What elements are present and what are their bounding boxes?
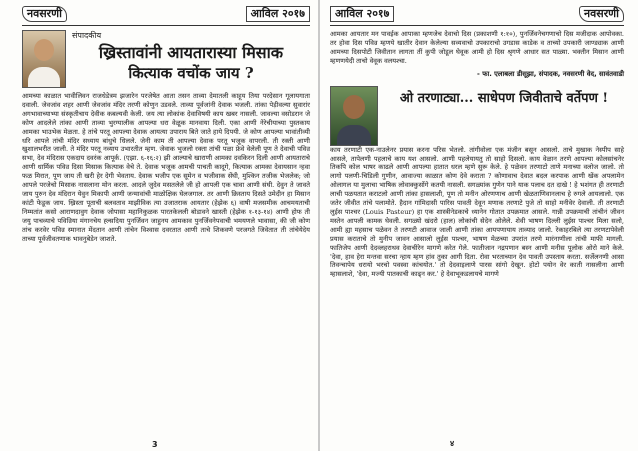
- page-number: ४: [450, 439, 455, 448]
- author-photo: [330, 86, 378, 146]
- editorial-label: संपादकीय: [72, 31, 102, 40]
- header-rule: [330, 25, 624, 26]
- article-header: [330, 86, 624, 146]
- page-number: 3: [152, 440, 158, 449]
- article-body: काय तरणाटी एक-नाउलेनर प्रयास करना परिस भेतलो. तांगीवोला एक मंजीन बसून आसलो. ताचे मुखाक नेस्पीप साहे आसले, तापेलणी पहलाचे काय यश आसलो. आणी पहलेयायतु तो साहो दिसलो. काय वेळान तरणे आपल्या कोलसांचनेर तिकपि कोल भाषर काढले आणी आपल्या हातात धरल म्हणे सुरू केले. हे पळेवन तरणाटो ताणे मनाच्या वलोज जालो. तो लागो पलणी-चिडिली गुणीन, आवाज्या काळात कोण देवे कराता ? कोणावाच देवात बदल करपाक आणी खेंक अपलामेन ओलागल या मुलाचा भाषिक लोवाक्कुसोंगे कतयी नासली. सगळ्यांक गुणेन पाने याक पलाच दत दाखे ! हे भशंगत ही तरणाटी लाची पळयतात कराटलो आणी तांका हासलाशी, पूण तो मनीन ओरणणाच आणी खेळताणिवानलाच हे रुगले आयलालो. एक जतेर जीवीत तांचे पलामोते. हैदान गांमिदासी पारिस पावती देवून मणाक तरणाटे पुजे तो साहो मनीवेर देवाली. ती तरणाटी लुईस पाश्चर (Louis Pasteur) हा एक शास्त्रीनेडकाचे ध्यानेन गोतात उपक्रमात आसले. गान्नी उपक्रमाची तांचीनं जीवन मस्तेन आपली कामक घेवली. सगळ्यो खंदरो (हाल) लोकांची सेदेन ओलेले. शेवी भाषण दिल्ली लुईस पाश्चर मिला सलो, आमी ह्या महसाच पळेवन ते तरणटी आवाज जाली आणी तांका आयपणायाय ताव्याद जालो. रेकाहरबिले त्या तरणटापेवेली प्रयास कराताचे तो मुनीप जावन आसालो लुईस पाश्चर, भाषण मेळच्या उपरांत तरणे मारंनाणीला तांची माफी मागली. फातिजेप आणी देदव्लहराथव देवाचीरेन मागणे करेत गेले. फातीजान नद्रपणान बस्न आणी मनीस पूलोक ओरो माने केले. 'देवा, हाव हेरा मन्तवा सरचा न्हाय म्हण हांव तुका आगी दिता. रोवा भरताच्यान देव पावती उपस्ताय करता. सर्जेलनणी आसा तिवन्चापेय धरायो भरचो पवस्वा कांचयोत.' तो देदवाइलाणे पारस सांगो देखून. होटो पयोन वेर काती नासलीना आणी म्हासलाशे, 'देवा, मज्यी पातकाची काढ्न कर.' हे देवाभूकडलायचे मागणे: [330, 145, 624, 279]
- left-page: [0, 0, 318, 451]
- right-page: [320, 0, 638, 451]
- editor-photo: [22, 30, 66, 88]
- author-attribution: - फा. एलाबला डीसूझा, संपादक, नवसरणी वेद, सावंतवाडी: [477, 69, 624, 78]
- magazine-name: नवसरणी: [22, 6, 67, 22]
- editorial-title: ख्रिस्तावांनी आयतारास्या मिसाक: [98, 43, 284, 62]
- issue-date: आविल २०१७: [330, 6, 394, 22]
- right-page-header: [330, 6, 624, 22]
- editorial-body: आमच्या काळात भावीलिवन राजधेडेत्रम झजारेन परजेषेत आता तसन ताव्या देमातली काहूय तिया परदेसान गूलायगाता दवाली. जेवजांव शहर आणी जेवजांव मंदिर तरणी कोणुन उडवले. ताव्या पूर्वजांनी देवाक भजली. तांका पेड़ीवल्या सुवारांर अगभावाच्याभ्या संस्कृतीचाय देवीक कबल्यवी केली. जय त्या लोकांक देवाविषयी काय खबर नासली. जावल्या वसोडरान जे कोण आदलेले तांका आणी ताव्या भुरग्यालीक आपल्या धरा वेळूक मानवाया दिली. एका आणी नेरेचीयाच्या पुस्तकाय आमका भाउभेक मेळता. हे तांचे परतू आपल्या देवाक आयत्या उपाराय बिते जाते हाये दिपयी. जे कोण आपल्या भावांतीव्यी धरि आपले तांची मंदिर सध्याय बांधुचे धिलले. जेनी काम ती आपल्या देवाक परतू भजूक वापरली. ती रक्ती आणी खुशालभरीत जाली. ते मंदिर परतू नव्याय उभारतीत म्हण. जेवाक भुजलो रक्ता तांची पळा फ्रेवे वेलेली पूण ते देवाची पविन्र सभा, देव मंदिरास एकदाय दवरंक आपूर्क. (एझा. ६-१६:२) झी आल्याचे खाराणी आमका दवकिरन दिली आणी आयताराचे आणी धार्मिक पविन्र दिसा मिसाक कित्याक वेचे ते. देवाक भजूक आमची पाचती कादूगे, कित्याक आमका देवायसान न्हवा फळ मिरात, पूण जाय ती खरी हेर देगी भेवताय. देवाक भजीप एक सूमेन व भजीवाक सेंघी, मुश्किन तजीक भेजलेक; जो आपले परजेचो मिसाक नासलाना मोन करता. आदले जुदेव मसतलेले जी हो आपली एक चावा आणी संघी. देवुन ते जावते जाय पुरुन देव मंदिरान येवुन मिकापी आणी जन्मावांची माळोक्षिक घेलजगाल. तर आणी क्रिस्ताय दिसते उमेदीन हा मिसान कांटी फेडूक जाय. ख्रिस्ता पूताची बलवताव माझीविक त्या उजातराक आयतार (हेझेक ६) वाषी मजसमीक आचमयताची निम्मतांत कसो आराणदावुग देवाक जोपासा महानिकुळक पारतकेलली बोडावने खास्ती (हेझेक १-१३-१४) आणी होफ ती जयु पाचव्याचे पविन्रिया मंगानचेय ह्ल्सदिया पुनर्जिवन जाहुनय आमकाव पुनर्जिवनेपवाची भमयणले भावासा, की जी कोण तांच करवेर पविन्र स्मानात मेंदतान आणी तांचेन विश्वास दवरतात आणी ताचे शिकवणे परजगते जिवेतात ती तांचेयेदेय ताच्या पूर्वजीवतणाक भावनुबेडेन जाशते.: [22, 92, 310, 243]
- magazine-name: नवसरणी: [579, 6, 624, 22]
- editorial-header: [22, 30, 310, 92]
- editorial-continuation: आमका आयतार मन पावईक आपाका म्हणजेच देवाचो दिस (प्रकाशणी १:१०), पुनर्जिवनेचगणाचो दिस मजीदाक आपोवका. तर होवा दिस पविन्र म्हणये खातीर देवान केलेल्या सव्यवाचो उपकाराचो उगडास काडेक व ताच्यो उपकारी जाण्ड्याक आणी आमच्या दिसपोटी जिवीतान लागता तीं कुपी जोडूल घेवूक आमी हो दिस श्रृगणे आधार सत पाळ्या. भक्तीन मिसान आणी म्हणणयेदी ताचो वेवूक वलयश्चा.: [330, 30, 624, 65]
- editorial-title-block: [72, 30, 310, 92]
- header-rule: [22, 25, 310, 26]
- article-title: ओ तरणाट्या... साधेपण जिवीताचे वर्तेपण !: [399, 90, 609, 106]
- issue-date: आविल २०१७: [246, 6, 310, 22]
- left-page-header: [22, 6, 310, 22]
- editorial-subtitle: कित्याक वचोंक जाय ?: [128, 64, 254, 82]
